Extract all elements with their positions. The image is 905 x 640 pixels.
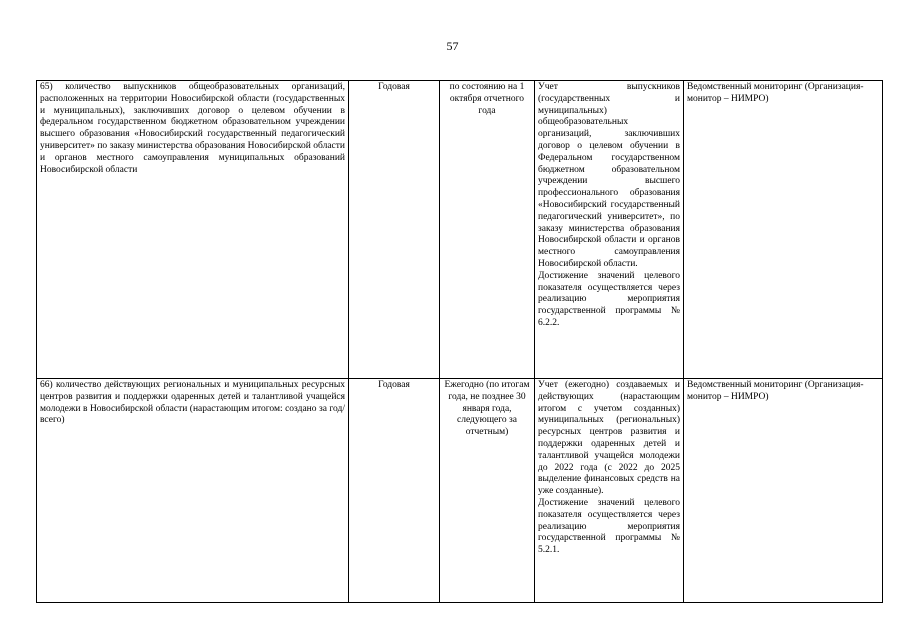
indicator-name-cell: 65) количество выпускников общеобразовательных организаций, расположенных на территории Новосибирской области (государственных и муниципальных), заключивших договор о целевом обучении в федеральном государственном бюджетном образовательном учреждении высшего образования «Новосибирский государственный педагогический университет» по заказу министерства образования Новосибирской области и органов местного самоуправления муниципальных образований Новосибирской области bbox=[37, 81, 349, 379]
calculation-method-note: Достижение значений целевого показателя осуществляется через реализацию мероприятия государственной программы № 6.2.2. bbox=[538, 270, 680, 328]
deadline-cell: по состоянию на 1 октября отчетного года bbox=[440, 81, 535, 379]
monitoring-cell: Ведомственный мониторинг (Организация-монитор – НИМРО) bbox=[684, 81, 883, 379]
calculation-method-cell bbox=[535, 81, 684, 379]
table-row bbox=[37, 379, 883, 603]
table-row bbox=[37, 81, 883, 379]
calculation-method-text: Учет выпускников (государственных и муниципальных) общеобразовательных организаций, заключивших договор о целевом обучении в Федеральном государственном бюджетном образовательном учреждении высшего профессионального образования «Новосибирский государственный педагогический университет», по заказу министерства образования Новосибирской области и органов местного самоуправления Новосибирской области. bbox=[538, 82, 680, 269]
calculation-method-note: Достижение значений целевого показателя осуществляется через реализацию мероприятия государственной программы № 5.2.1. bbox=[538, 497, 680, 556]
deadline-cell: Ежегодно (по итогам года, не позднее 30 января года, следующего за отчетным) bbox=[440, 379, 535, 603]
indicators-table bbox=[36, 80, 883, 603]
page-number: 57 bbox=[446, 39, 459, 53]
calculation-method-cell bbox=[535, 379, 684, 603]
calculation-method-text: Учет (ежегодно) создаваемых и действующих (нарастающим итогом с учетом созданных) муниципальных (региональных) ресурсных центров развития и поддержки одаренных детей и талантливой учащейся молодежи до 2022 года (с 2022 до 2025 выделение финансовых средств на уже созданные). bbox=[538, 380, 680, 497]
periodicity-cell: Годовая bbox=[349, 379, 440, 603]
monitoring-cell: Ведомственный мониторинг (Организация-монитор – НИМРО) bbox=[684, 379, 883, 603]
indicator-name-cell: 66) количество действующих региональных и муниципальных ресурсных центров развития и поддержки одаренных детей и талантливой учащейся молодежи в Новосибирской области (нарастающим итогом: создано за год/всего) bbox=[37, 379, 349, 603]
periodicity-cell: Годовая bbox=[349, 81, 440, 379]
